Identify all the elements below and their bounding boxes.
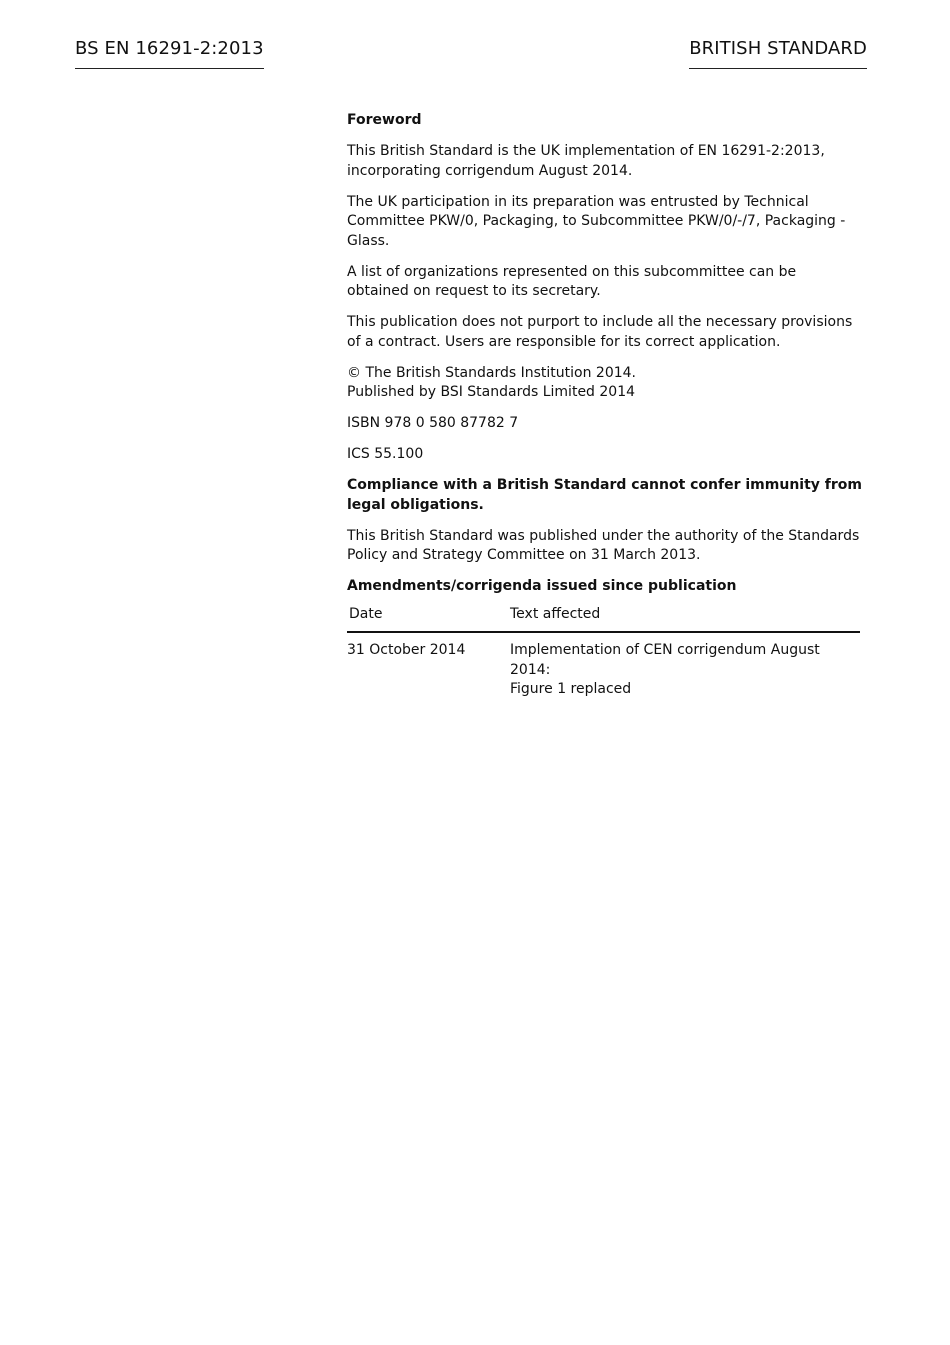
isbn: ISBN 978 0 580 87782 7 xyxy=(347,415,519,431)
foreword-paragraph: This publication does not purport to include all the necessary provisions of a contract. Users are responsible for its correct application. xyxy=(347,314,853,350)
amendment-date: 31 October 2014 xyxy=(347,642,466,658)
foreword-title: Foreword xyxy=(347,112,422,128)
column-header-date: Date xyxy=(347,605,510,633)
amendment-text-line: Figure 1 replaced xyxy=(510,681,632,697)
ics-code: ICS 55.100 xyxy=(347,446,424,462)
publisher-line: Published by BSI Standards Limited 2014 xyxy=(347,384,636,400)
authority-statement: This British Standard was published under the authority of the Standards Policy and Strategy Committee on 31 March 2013. xyxy=(347,527,860,563)
foreword-section xyxy=(347,111,862,700)
column-header-text-affected: Text affected xyxy=(510,605,860,633)
amendments-title: Amendments/corrigenda issued since publication xyxy=(347,578,737,594)
table-row xyxy=(347,632,860,700)
foreword-paragraph: A list of organizations represented on this subcommittee can be obtained on request to its secretary. xyxy=(347,263,797,299)
amendment-text-line: Implementation of CEN corrigendum August 2014: xyxy=(510,642,820,678)
table-header-row xyxy=(347,605,860,633)
copyright-block xyxy=(347,364,862,403)
copyright-line: © The British Standards Institution 2014. xyxy=(347,364,637,381)
standard-type-header: BRITISH STANDARD xyxy=(689,38,867,69)
foreword-paragraph: This British Standard is the UK implementation of EN 16291-2:2013, incorporating corrigendum August 2014. xyxy=(347,143,825,179)
amendments-table xyxy=(347,605,860,700)
document-id-header: BS EN 16291-2:2013 xyxy=(75,38,264,69)
amendment-text xyxy=(510,632,860,700)
compliance-statement: Compliance with a British Standard cannot confer immunity from legal obligations. xyxy=(347,477,862,513)
foreword-paragraph: The UK participation in its preparation was entrusted by Technical Committee PKW/0, Packaging, to Subcommittee PKW/0/-/7, Packaging - Glass. xyxy=(347,193,846,249)
